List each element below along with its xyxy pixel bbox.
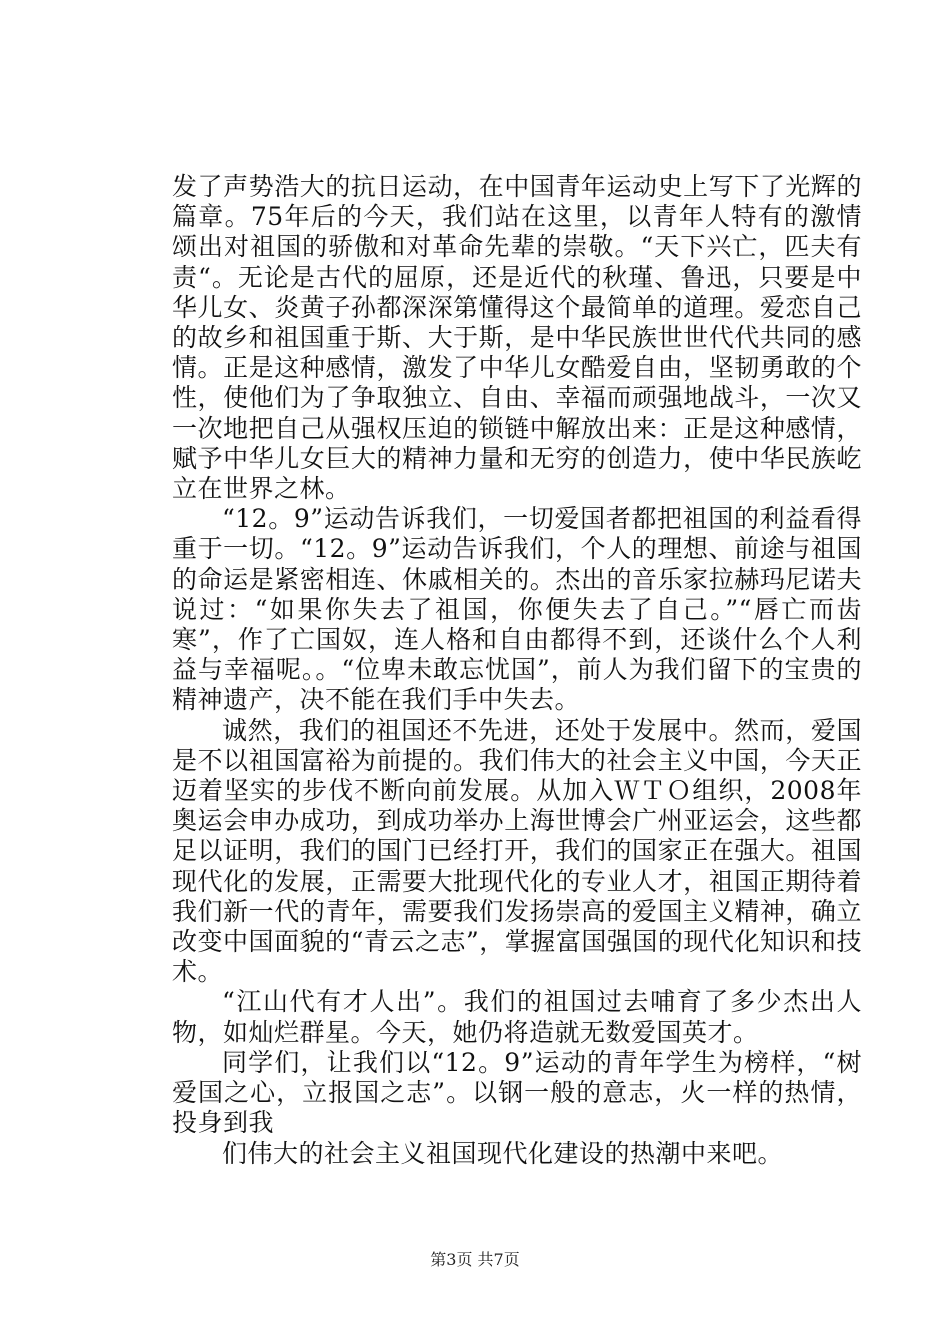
paragraph: 发了声势浩大的抗日运动，在中国青年运动史上写下了光辉的篇章。75年后的今天，我们站在这里，以青年人特有的激情颂出对祖国的骄傲和对革命先辈的崇敬。“天下兴亡，匹夫有责“。无论是古代的屈原，还是近代的秋瑾、鲁迅，只要是中华儿女、炎黄子孙都深深第懂得这个最简单的道理。爱恋自己的故乡和祖国重于斯、大于斯，是中华民族世世代代共同的感情。正是这种感情，激发了中华儿女酷爱自由，坚韧勇敢的个性，使他们为了争取独立、自由、幸福而顽强地战斗，一次又一次地把自己从强权压迫的锁链中解放出来：正是这种感情，赋予中华儿女巨大的精神力量和无穷的创造力，使中华民族屹立在世界之林。 xyxy=(172,172,862,504)
document-body xyxy=(172,172,862,1169)
page-footer: 第3页 共7页 xyxy=(430,1250,520,1269)
paragraph: 同学们，让我们以“12。9”运动的青年学生为榜样，“树爱国之心，立报国之志”。以钢一般的意志，火一样的热情，投身到我 xyxy=(172,1047,862,1138)
paragraph: 们伟大的社会主义祖国现代化建设的热潮中来吧。 xyxy=(222,1138,784,1168)
paragraph: “12。9”运动告诉我们，一切爱国者都把祖国的利益看得重于一切。“12。9”运动告诉我们，个人的理想、前途与祖国的命运是紧密相连、休戚相关的。杰出的音乐家拉赫玛尼诺夫说过：“如果你失去了祖国，你便失去了自己。”“唇亡而齿寒”，作了亡国奴，连人格和自由都得不到，还谈什么个人利益与幸福呢。。“位卑未敢忘忧国”，前人为我们留下的宝贵的精神遗产，决不能在我们手中失去。 xyxy=(172,504,862,715)
paragraph: 诚然，我们的祖国还不先进，还处于发展中。然而，爱国是不以祖国富裕为前提的。我们伟大的社会主义中国，今天正迈着坚实的步伐不断向前发展。从加入ＷＴＯ组织，2008年奥运会申办成功，到成功举办上海世博会广州亚运会，这些都足以证明，我们的国门已经打开，我们的国家正在强大。祖国现代化的发展，正需要大批现代化的专业人才，祖国正期待着我们新一代的青年，需要我们发扬崇高的爱国主义精神，确立改变中国面貌的“青云之志”，掌握富国强国的现代化知识和技术。 xyxy=(172,715,862,987)
paragraph: “江山代有才人出”。我们的祖国过去哺育了多少杰出人物，如灿烂群星。今天，她仍将造就无数爱国英才。 xyxy=(172,987,862,1047)
